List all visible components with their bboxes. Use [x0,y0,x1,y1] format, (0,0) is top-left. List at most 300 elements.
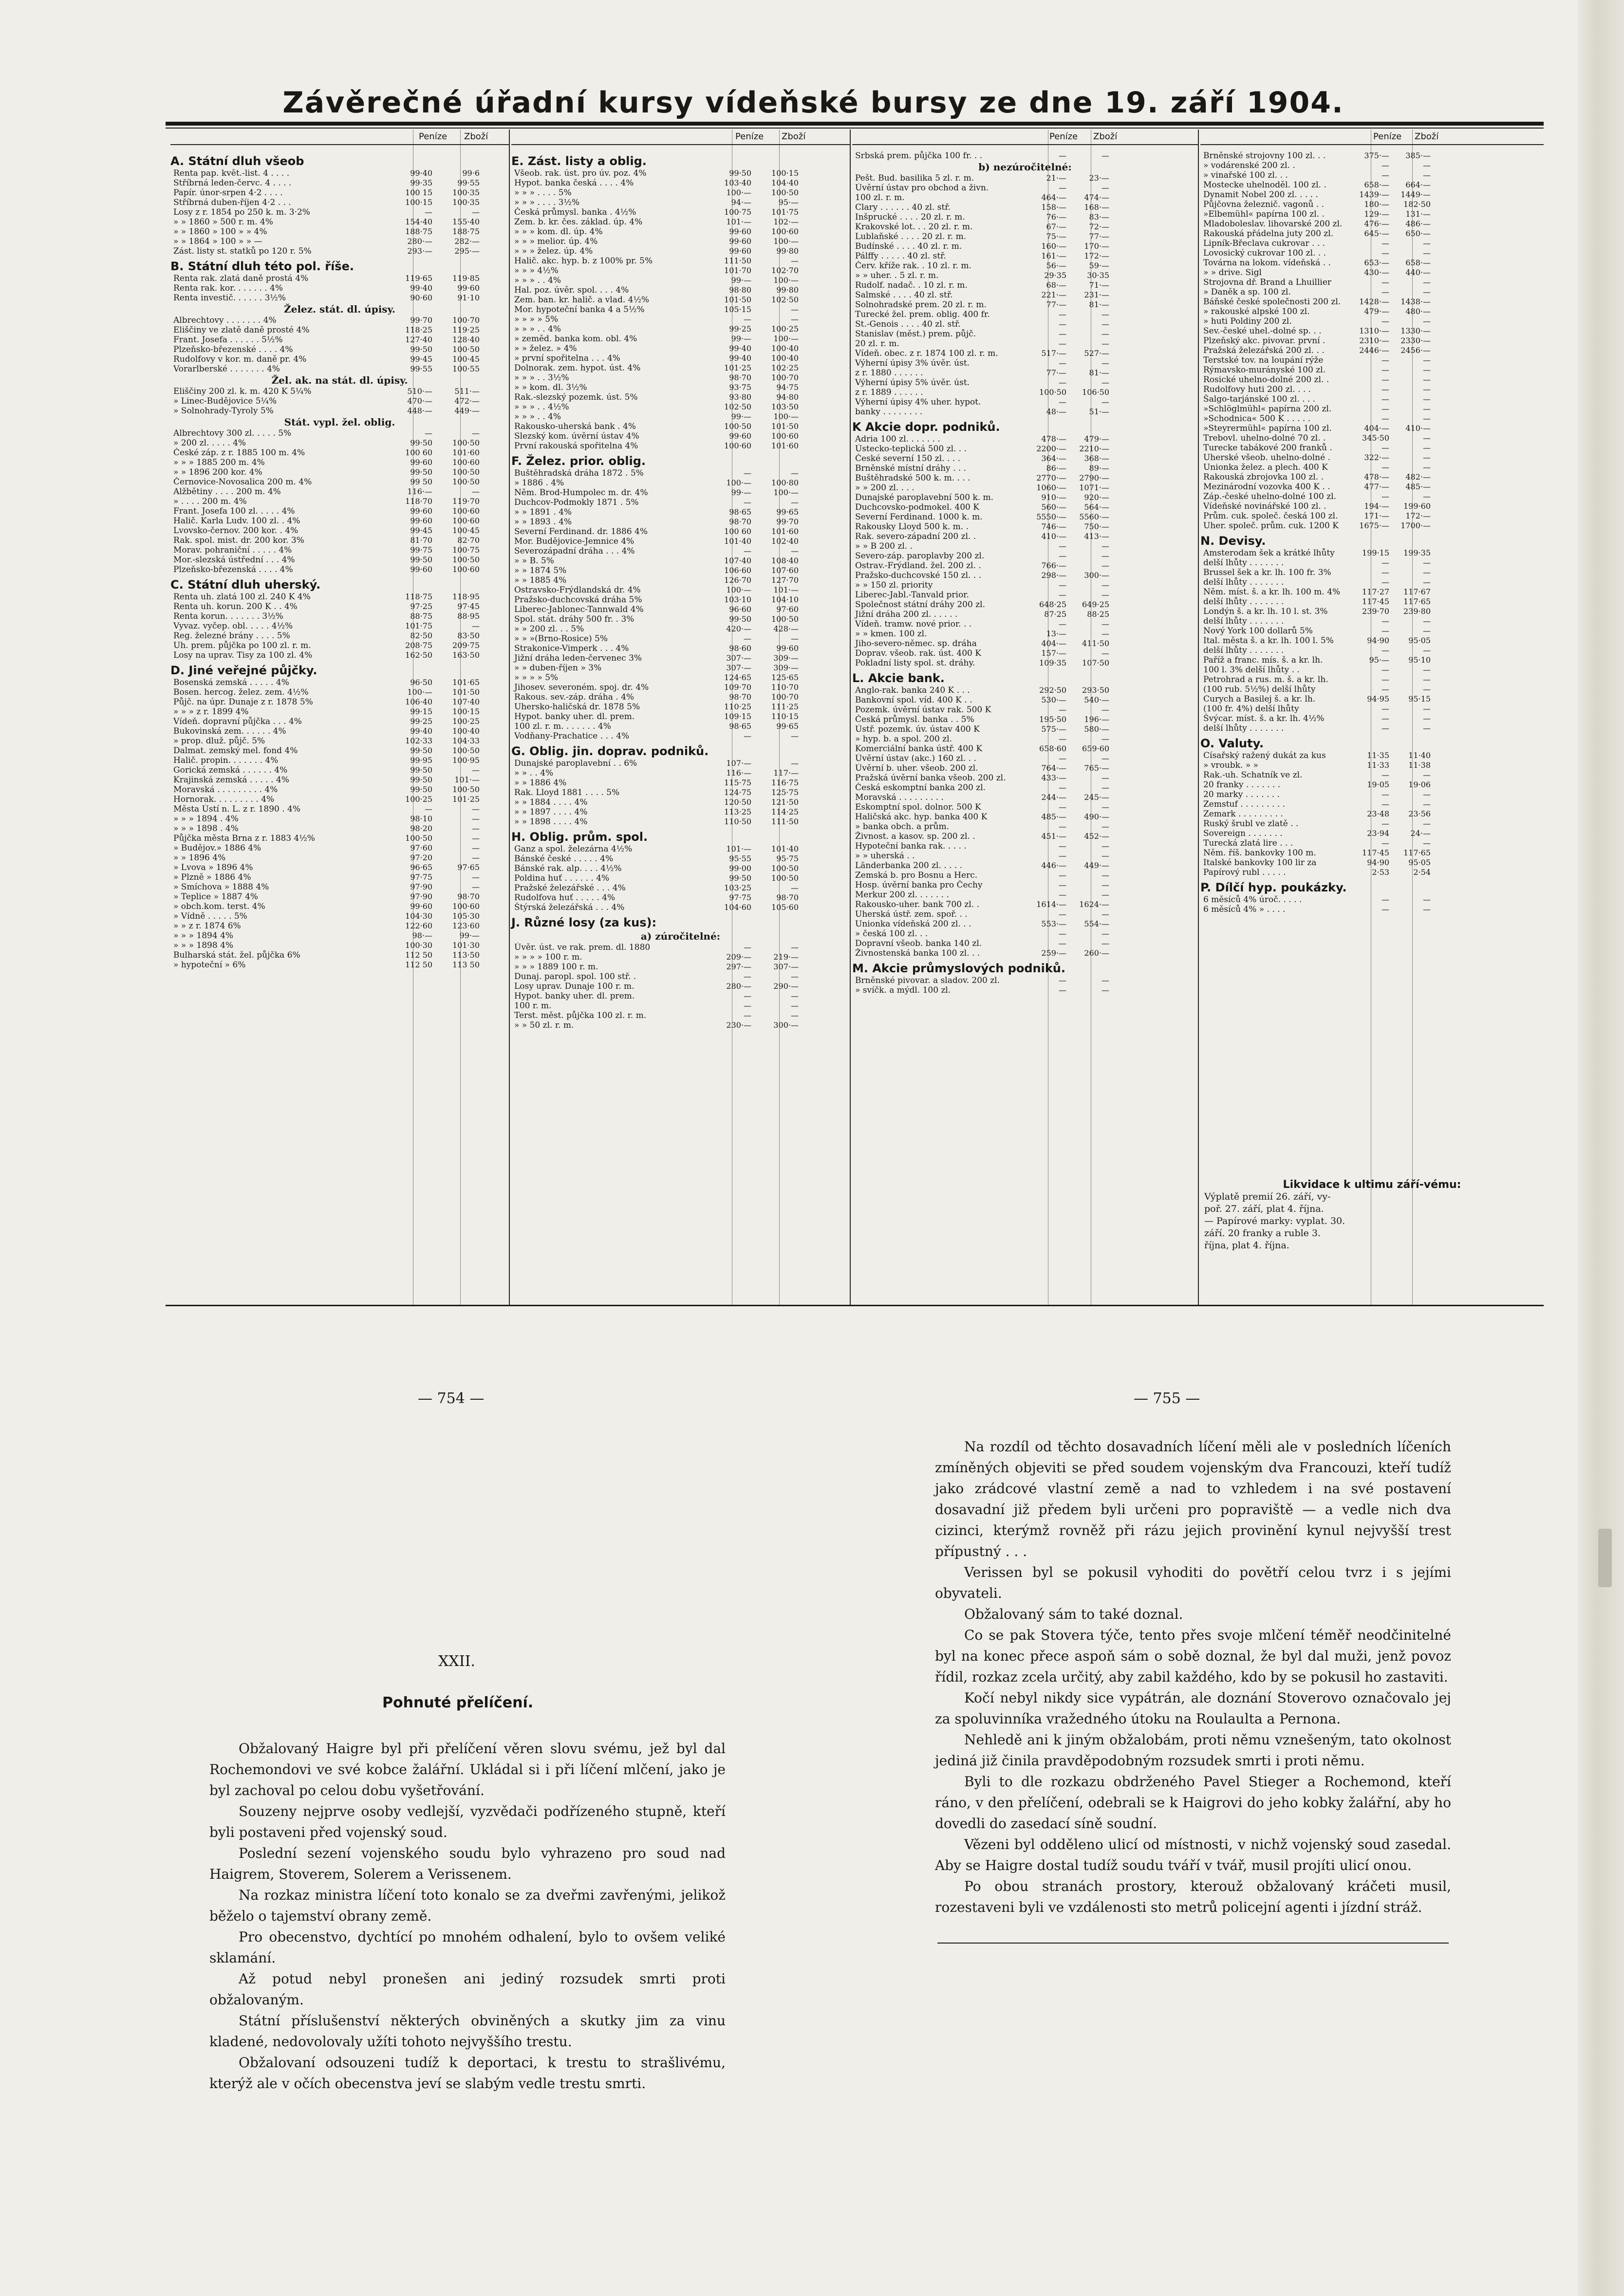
quote-row [1200,248,1544,258]
ask-price: 82·70 [457,536,480,545]
bid-price: 99·60 [410,516,432,525]
ask-price: 131·— [1405,209,1431,219]
security-name: Krajinská zemská . . . . . 4% [173,775,289,785]
quote-row [1200,587,1544,597]
bid-price: 485·— [1041,812,1066,821]
ask-price: — [791,305,799,314]
bid-price: — [1381,714,1389,723]
security-name: » » » 1894 4% [173,931,234,941]
security-name: Reg. železné brány . . . . 5% [173,631,290,641]
quote-row [170,756,509,765]
quote-row [511,712,850,722]
security-name: » » » 1898 . 4% [173,824,239,833]
bid-price: — [1381,161,1389,170]
bid-price: 653·— [1364,258,1389,267]
security-name: Bánské české . . . . . 4% [514,854,614,864]
quote-row [1200,433,1544,443]
quote-column-2 [511,130,850,1305]
bid-price: 553·— [1041,919,1066,928]
security-name: delší lhůty . . . . . . . [1203,616,1284,626]
bid-price: — [1059,329,1066,338]
quote-row [1200,326,1544,336]
quote-row [1200,723,1544,733]
security-name: » » 1893 . 4% [514,517,572,527]
bid-price: 100·75 [724,207,751,217]
security-name: » » z r. 1874 6% [173,921,241,931]
quote-row [852,261,1198,271]
ask-price: 101·60 [452,448,480,457]
quote-column-4 [1200,130,1544,1305]
ask-price: — [1423,723,1431,733]
bid-price: 105·15 [724,305,751,314]
security-name: Rudolfova huť . . . . . 4% [514,893,616,903]
quote-row [852,793,1198,802]
bid-price: 97·25 [410,602,432,611]
ask-price: 107·60 [771,566,799,575]
bid-price: 94·90 [1367,636,1389,645]
security-name: První rakouská spořitelna 4% [514,441,638,451]
security-name: » Linec-Budějovice 5¼% [173,396,277,406]
security-name: Salmské . . . . 40 zl. stř. [855,290,953,300]
quote-row [511,498,850,507]
quote-list [170,151,509,970]
bid-price: — [1059,976,1066,985]
quote-row [511,441,850,451]
article-paragraph: Poslední sezení vojenského soudu bylo vyhrazeno pro soud nad Haigrem, Stoverem, Solerem a Verissenem. [209,1845,726,1882]
ask-price: 1624·— [1079,900,1109,909]
bid-price: 221·— [1041,290,1066,299]
security-name: Zemark . . . . . . . . . [1203,809,1283,819]
security-name: Italské bankovky 100 lir za [1203,858,1317,868]
ask-price: — [791,468,799,478]
ask-price: 368·— [1084,454,1109,463]
quote-row [170,765,509,775]
quote-row [1200,268,1544,278]
ask-price: 650·— [1405,229,1431,238]
ask-price: 100·60 [771,431,799,441]
ask-price: 170·— [1084,241,1109,251]
quote-row [852,773,1198,783]
quote-row [170,406,509,416]
quote-row [170,678,509,687]
ask-price: 101·40 [771,844,799,853]
ask-price: 88·25 [1087,610,1109,619]
bid-price: 13·— [1046,629,1066,638]
ask-price: 100·50 [771,864,799,873]
quote-row [852,349,1198,358]
security-name: Prům. cuk. společ. česká 100 zl. [1203,511,1338,521]
bid-price: 410·— [1041,532,1066,541]
quote-row [511,797,850,807]
title-rule-thin [166,128,1544,129]
bid-price: 764·— [1041,763,1066,773]
security-name: Hornorak. . . . . . . . . 4% [173,795,275,804]
security-name: Zem. b. kr. čes. základ. úp. 4% [514,217,643,227]
ask-price: 99·— [459,931,480,940]
bid-price: — [1381,239,1389,248]
article-paragraph: Po obou stranách prostory, kterouž obžalovaný kráčeti musil, rozestaveni byli ve vzdálenosti sto metrů policejní agenti i jízdní stráž. [935,1878,1451,1915]
bid-price: 99·40 [729,344,751,353]
quote-row [1200,607,1544,616]
quote-row [1200,760,1544,770]
ask-price: 107·40 [452,697,480,706]
ask-price: 119·70 [452,497,480,506]
bid-price: 99·50 [410,785,432,794]
bid-price: 478·— [1364,472,1389,481]
bid-price: — [1381,316,1389,326]
bid-price: — [1381,646,1389,655]
article-paragraph: Nehledě ani k jiným obžalobám, proti němu vznešeným, tato okolnost jediná již činila pravděpodobným rozsudek smrti i proti němu. [935,1732,1451,1769]
bid-price: — [1381,665,1389,674]
ask-price: — [791,634,799,643]
ask-price: — [1101,773,1109,782]
bid-price: 110·25 [724,702,751,711]
bid-price: 575·— [1041,724,1066,734]
ask-price: 11·40 [1408,751,1431,760]
quote-row [1200,577,1544,587]
quote-row [170,487,509,497]
section-heading: P. Dílčí hyp. poukázky. [1200,881,1347,894]
quote-row [170,941,509,950]
bid-price: 100·60 [724,441,751,450]
bid-price: 99·50 [729,614,751,624]
bid-price: 171·— [1364,511,1389,520]
security-name: Mladoboleslav. lihovarské 200 zl. [1203,219,1343,229]
security-name: Ústř. pozemk. úv. ústav 400 K [855,724,980,734]
bid-price: — [1381,170,1389,180]
bid-price: 98·70 [729,517,751,526]
bid-price: 109·15 [724,712,751,721]
ask-price: — [1423,685,1431,694]
security-name: Pražsko-duchcovská dráha 5% [514,595,642,605]
ask-price: 119·85 [452,274,480,283]
ask-price: — [1101,580,1109,590]
security-name: »Steyrermühl« papírna 100 zl. [1203,424,1332,433]
security-name: Vídeň. dopravní půjčka . . . 4% [173,717,302,726]
ask-price: 385·— [1405,151,1431,160]
bid-price: 100 15 [405,188,432,197]
security-name: » rakouské alpské 100 zl. [1203,307,1310,316]
ask-price: 452·— [1084,832,1109,841]
bid-price: — [1059,397,1066,407]
security-name: » » drive. Sigl [1203,268,1262,278]
ask-price: — [791,731,799,741]
liquidation-title: Likvidace k ultimu září-vému: [1283,1179,1461,1191]
security-name: Dunajské paroplavební . . 6% [514,759,637,768]
quote-row [511,943,850,952]
security-name: Halič. akc. hyp. b. z 100% pr. 5% [514,256,653,266]
security-name: » » uher. . 5 zl. r. m. [855,271,939,280]
bid-price: — [1381,375,1389,384]
security-name: »Elbemühl« papírna 100 zl. . [1203,209,1325,219]
ask-price: 100·50 [452,555,480,564]
security-name: Uhersko-haličská dr. 1878 5% [514,702,640,712]
quote-row [852,929,1198,939]
ask-price: 554·— [1084,919,1109,928]
quote-row [170,843,509,853]
ask-price: 102·40 [771,537,799,546]
security-name: Moravská . . . . . . . . . 4% [173,785,278,795]
bid-price: 99·— [731,412,751,421]
ask-price: 100·70 [452,315,480,325]
quote-row [511,893,850,903]
quote-row [1200,375,1544,385]
bid-price: — [425,804,432,814]
security-name: » » » » 5% [514,673,559,683]
security-name: Společnost státní dráhy 200 zl. [855,600,985,610]
bid-price: 322·— [1364,453,1389,462]
security-name: Záp.-české uhelno-dolné 100 zl. [1203,492,1336,501]
quote-row [511,673,850,683]
quote-row [852,203,1198,212]
bid-price: 129·— [1364,209,1389,219]
bid-price: 95·55 [729,854,751,863]
bid-price: — [1381,704,1389,713]
ask-price: — [1101,841,1109,851]
security-name: Rak.-slezský pozemk. úst. 5% [514,392,638,402]
bid-price: 98·70 [729,373,751,382]
ask-price: — [1423,714,1431,723]
bid-price: 88·75 [410,611,432,621]
quote-row [852,151,1198,161]
security-name: Renta uh. korun. 200 K . . 4% [173,602,298,611]
quote-row [852,695,1198,705]
quote-row [1200,482,1544,492]
bid-price: 93·80 [729,392,751,402]
quote-row [511,305,850,315]
bid-price: 104·30 [405,911,432,921]
security-name: Zást. listy st. statků po 120 r. 5% [173,246,312,256]
ask-price: — [472,872,480,882]
ask-price: 100·75 [452,545,480,555]
security-name: Brněnské místní dráhy . . . [855,463,967,473]
security-name: » Vídně . . . . . 5% [173,911,247,921]
security-name: » » 200 zl. . . . [855,483,915,493]
binding-edge [1578,0,1624,2296]
quote-row [511,972,850,981]
bid-price: 107·40 [724,556,751,565]
ask-price: 81·— [1089,368,1109,377]
quote-column-3 [852,130,1198,1305]
bid-price: 2770·— [1036,473,1066,482]
bid-price: 188·75 [405,227,432,236]
bid-price: 113·25 [724,807,751,816]
quote-row [1200,404,1544,414]
section-divider [937,1943,1449,1944]
bid-price: 101·— [726,217,751,226]
ask-price: 98·70 [776,893,799,902]
quote-row [511,644,850,653]
ask-price: — [472,833,480,843]
bid-price: — [1059,929,1066,938]
ask-price: 100·50 [452,746,480,755]
ask-price: — [1101,339,1109,348]
security-name: » Teplice » 1887 4% [173,892,259,902]
bid-price: 280·— [407,237,432,246]
security-name: Gorická zemská . . . . . . 4% [173,765,288,775]
security-name: Rudolfovy v kor. m. daně pr. 4% [173,354,307,364]
quote-row [852,473,1198,483]
bid-price: — [1381,394,1389,404]
bid-price: 86·— [1046,463,1066,473]
section-heading: K Akcie dopr. podniků. [852,420,1000,434]
security-name: » » 1864 » 100 » » — [173,237,262,246]
quote-row [170,602,509,611]
ask-price: 100·40 [452,726,480,736]
ask-price: 95·10 [1408,655,1431,665]
security-name: České severní 150 zl. . . . [855,454,960,463]
quote-row [852,397,1198,407]
ask-price: 101·30 [452,941,480,950]
ask-price: 101·— [773,585,799,594]
quote-row [852,241,1198,251]
ask-price: 128·40 [452,335,480,344]
security-name: » » 1860 » 100 » » 4% [173,227,267,237]
security-name: z r. 1880 . . . . . . [855,368,923,378]
security-name: Jižní dráha 200 zl. . . . . . [855,610,958,619]
ask-price: — [472,824,480,833]
security-name: St.-Genois . . . . 40 zl. stř. [855,319,961,329]
bid-price: — [1059,319,1066,329]
security-name: » banka obch. a prům. [855,822,950,832]
quote-row [1200,365,1544,375]
quote-row [1200,161,1544,170]
ask-price: — [1101,870,1109,880]
quote-row [1200,443,1544,453]
security-name: Živnostenská banka 100 zl. . . [855,948,980,958]
bid-price: — [1059,851,1066,860]
bid-price: — [744,468,751,478]
security-name: Unionka želez. a plech. 400 K [1203,463,1328,472]
security-name: České záp. z r. 1885 100 m. 4% [173,448,305,458]
column-header [511,130,850,145]
security-name: Dolnorak. zem. hypot. úst. 4% [514,363,641,373]
security-name: » » B. 5% [514,556,554,566]
security-name: Bulharská stát. žel. půjčka 6% [173,950,300,960]
security-name: » » uherská . . [855,851,915,861]
ask-price: — [1423,492,1431,501]
security-name: Amsterodam šek a krátké lhůty [1203,548,1335,558]
bid-price: 100·15 [405,198,432,207]
ask-price: 99·55 [457,178,480,187]
bid-price: 97·60 [410,843,432,852]
security-name: » Smíchova » 1888 4% [173,882,269,892]
bid-price: 746·— [1041,522,1066,531]
security-name: Šalgo-tarjánské 100 zl. . . . [1203,394,1316,404]
security-name: Rakouská zbrojovka 100 zl. . [1203,472,1324,482]
ask-price: — [791,315,799,324]
ask-price: 100·50 [452,467,480,477]
bid-price: 100·50 [405,833,432,843]
bid-price: 99·40 [410,726,432,736]
security-name: Papír. únor-srpen 4·2 . . . . [173,188,283,198]
ask-price: — [472,428,480,438]
quote-row [170,950,509,960]
security-name: Mostecke uhelnoděl. 100 zl. . [1203,180,1326,190]
quote-row [511,373,850,383]
bid-price: 104·60 [724,903,751,912]
quote-row [1200,355,1544,365]
quote-row [1200,626,1544,636]
header-goods: Zboží [464,131,488,142]
quote-row [170,335,509,345]
security-name: Stříbrná leden-červc. 4 . . . . [173,178,292,188]
bid-price: 23·48 [1367,809,1389,818]
ask-price: 649·25 [1082,600,1109,609]
bid-price: 404·— [1041,639,1066,648]
quote-row [511,962,850,972]
chapter-number: XXII. [438,1653,475,1670]
quote-row [1200,492,1544,501]
header-money: Peníze [735,131,764,142]
ask-price: 101·60 [771,527,799,536]
bid-price: 99·60 [410,506,432,516]
header-goods: Zboží [1093,131,1118,142]
security-name: » » » melior. úp. 4% [514,237,598,246]
quote-list [852,151,1198,995]
bid-price: 127·40 [405,335,432,344]
security-name: Ganz a spol. železárna 4½% [514,844,633,854]
quote-row [170,804,509,814]
security-name: Renta uh. zlatá 100 zl. 240 K 4% [173,592,311,602]
ask-price: 511·— [454,387,480,396]
bid-price: 430·— [1364,268,1389,277]
quote-row [170,611,509,621]
bid-price: 658·60 [1039,744,1066,753]
ask-price: — [1101,880,1109,889]
quote-row [170,467,509,477]
ask-price: — [472,814,480,823]
bid-price: 292·50 [1039,685,1066,695]
security-name: » » 200 zl. . . 5% [514,624,584,634]
quote-row [511,353,850,363]
quote-row [1200,714,1544,723]
ask-price: — [1423,287,1431,296]
security-name: Duchcovsko-podmokel. 400 K [855,502,979,512]
bid-price: 5550·— [1036,512,1066,521]
ask-price: 111·50 [771,817,799,826]
ask-price: 51·— [1089,407,1109,416]
security-name: Uherské všeob. uhelno-dolné . [1203,453,1330,463]
quote-row [170,168,509,178]
quote-row [852,976,1198,985]
quote-row [1200,895,1544,905]
bid-price: — [1381,790,1389,799]
security-name: Lovosický cukrovar 100 zl. . . [1203,248,1326,258]
quote-row [852,532,1198,541]
quote-row [511,227,850,237]
ask-price: 100·60 [452,516,480,525]
quote-row [511,527,850,537]
bid-price: 470·— [407,396,432,406]
section-heading: L. Akcie bank. [852,671,945,685]
quote-row [852,724,1198,734]
security-name: Česká průmysl. banka . 4½% [514,207,636,217]
ask-price: 100·60 [452,458,480,467]
article-paragraph: Obžalovaní odsouzeni tudíž k deportaci, k trestu to strašlivému, kterýž ale v očích obecenstva jeví se slabým vedle trestu smrti. [209,2055,726,2092]
ask-price: — [1423,770,1431,779]
bid-price: 29·35 [1044,271,1066,280]
quote-row [852,919,1198,929]
security-name: Pražské železářské . . . 4% [514,883,626,893]
security-name: » » 50 zl. r. m. [514,1020,574,1030]
security-name: Rak.-uh. Schatník ve zl. [1203,770,1303,780]
bid-price: — [1381,443,1389,452]
quote-row [170,650,509,660]
bid-price: 307·— [726,663,751,672]
ask-price: — [1423,433,1431,443]
security-name: Ruský šrubl ve zlatě . . [1203,819,1299,829]
